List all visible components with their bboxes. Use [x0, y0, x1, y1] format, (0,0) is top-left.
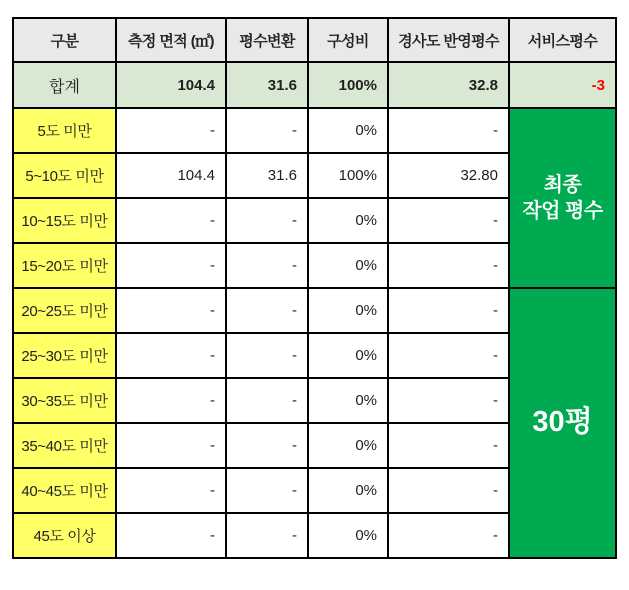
total-row-label: 합계	[13, 62, 116, 108]
cell-slope-pyeong: -	[388, 108, 509, 153]
row-label: 5~10도 미만	[13, 153, 116, 198]
cell-area: -	[116, 513, 226, 558]
column-header-ratio: 구성비	[308, 18, 388, 62]
cell-ratio: 0%	[308, 468, 388, 513]
cell-area: -	[116, 378, 226, 423]
column-header-service-pyeong: 서비스평수	[509, 18, 616, 62]
cell-total-area: 104.4	[116, 62, 226, 108]
cell-slope-pyeong: -	[388, 378, 509, 423]
cell-slope-pyeong: -	[388, 513, 509, 558]
cell-total-slope-pyeong: 32.8	[388, 62, 509, 108]
cell-total-pyeong: 31.6	[226, 62, 308, 108]
row-label: 40~45도 미만	[13, 468, 116, 513]
row-label: 5도 미만	[13, 108, 116, 153]
cell-total-ratio: 100%	[308, 62, 388, 108]
cell-ratio: 0%	[308, 513, 388, 558]
cell-slope-pyeong: -	[388, 423, 509, 468]
column-header-pyeong-convert: 평수변환	[226, 18, 308, 62]
cell-pyeong: -	[226, 288, 308, 333]
header-row	[13, 18, 616, 62]
cell-ratio: 0%	[308, 423, 388, 468]
table-row	[13, 108, 616, 153]
cell-service-pyeong-value: -3	[509, 62, 616, 108]
cell-area: -	[116, 288, 226, 333]
row-label: 25~30도 미만	[13, 333, 116, 378]
cell-pyeong: -	[226, 198, 308, 243]
cell-ratio: 0%	[308, 333, 388, 378]
row-label: 10~15도 미만	[13, 198, 116, 243]
final-work-pyeong-line2: 작업 평수	[522, 200, 603, 222]
cell-area: -	[116, 198, 226, 243]
table-row	[13, 288, 616, 333]
row-label: 45도 이상	[13, 513, 116, 558]
cell-pyeong: -	[226, 468, 308, 513]
cell-slope-pyeong: -	[388, 198, 509, 243]
cell-slope-pyeong: 32.80	[388, 153, 509, 198]
cell-slope-pyeong: -	[388, 243, 509, 288]
cell-pyeong: -	[226, 243, 308, 288]
cell-pyeong: -	[226, 108, 308, 153]
cell-ratio: 100%	[308, 153, 388, 198]
cell-ratio: 0%	[308, 378, 388, 423]
row-label: 30~35도 미만	[13, 378, 116, 423]
column-header-category: 구분	[13, 18, 116, 62]
cell-pyeong: -	[226, 378, 308, 423]
cell-pyeong: -	[226, 423, 308, 468]
cell-ratio: 0%	[308, 198, 388, 243]
cell-ratio: 0%	[308, 288, 388, 333]
total-pyeong-cell: 30평	[509, 288, 616, 558]
cell-area: -	[116, 423, 226, 468]
row-label: 35~40도 미만	[13, 423, 116, 468]
cell-ratio: 0%	[308, 108, 388, 153]
cell-slope-pyeong: -	[388, 333, 509, 378]
column-header-slope-pyeong: 경사도 반영평수	[388, 18, 509, 62]
cell-area: 104.4	[116, 153, 226, 198]
cell-slope-pyeong: -	[388, 468, 509, 513]
cell-area: -	[116, 468, 226, 513]
cell-area: -	[116, 333, 226, 378]
row-label: 20~25도 미만	[13, 288, 116, 333]
slope-pyeong-table	[12, 17, 617, 559]
cell-pyeong: 31.6	[226, 153, 308, 198]
cell-area: -	[116, 243, 226, 288]
cell-pyeong: -	[226, 333, 308, 378]
final-work-pyeong-cell	[509, 108, 616, 288]
cell-ratio: 0%	[308, 243, 388, 288]
cell-slope-pyeong: -	[388, 288, 509, 333]
final-work-pyeong-line1: 최종	[543, 174, 582, 196]
cell-pyeong: -	[226, 513, 308, 558]
cell-area: -	[116, 108, 226, 153]
row-label: 15~20도 미만	[13, 243, 116, 288]
total-row	[13, 62, 616, 108]
column-header-measured-area: 측정 면적 (㎡)	[116, 18, 226, 62]
